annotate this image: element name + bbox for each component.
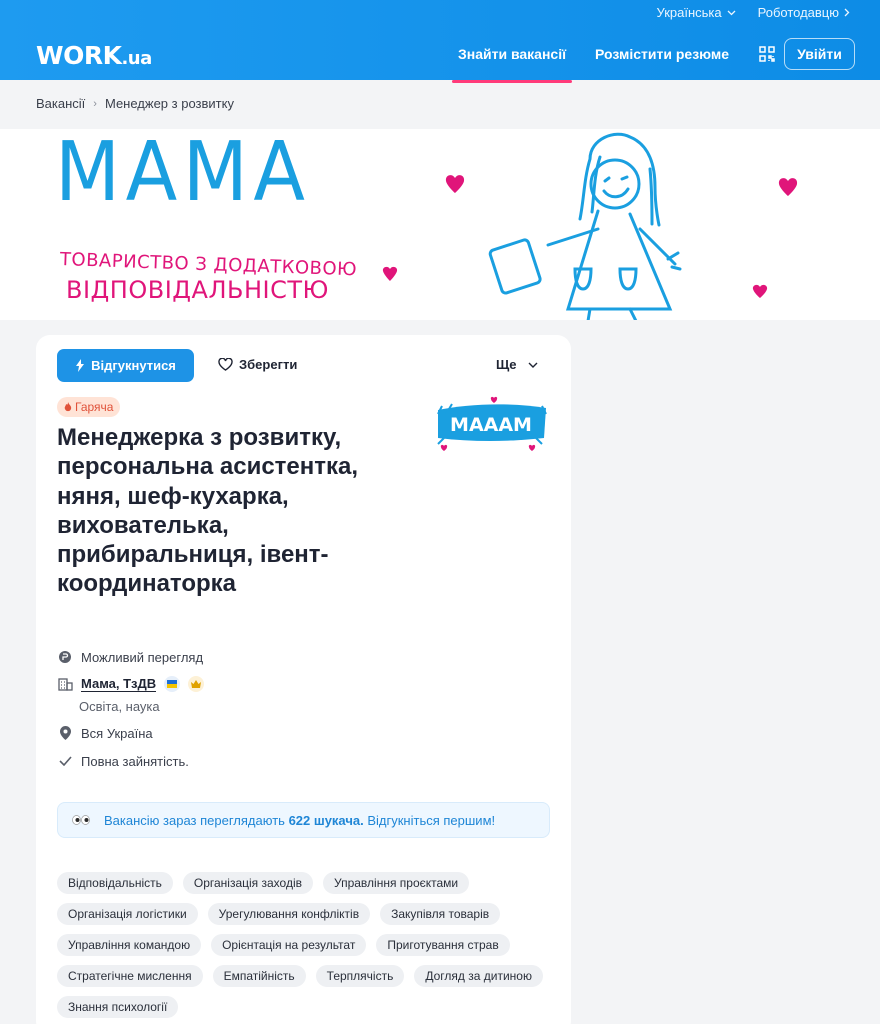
company-banner [0,129,880,320]
breadcrumb-root[interactable]: Вакансії [36,96,86,111]
review-icon [57,649,73,665]
skill-tags [57,872,550,1018]
skill-tag: Урегулювання конфліктів [208,903,370,925]
building-icon [57,676,73,692]
apply-button[interactable] [57,349,194,382]
skill-tag: Приготування страв [376,934,509,956]
company-logo-text: МАААМ [450,414,532,436]
employment-label: Повна зайнятість. [81,753,189,769]
skill-tag: Знання психології [57,996,178,1018]
more-button[interactable] [496,357,538,372]
breadcrumb [36,96,234,111]
review-label: Можливий перегляд [81,649,204,665]
site-header [0,0,880,80]
viewers-notice [57,802,550,838]
crown-icon [188,676,204,692]
heart-icon [383,267,397,281]
viewers-prefix: Вакансію зараз переглядають [104,812,285,828]
lightning-icon [75,359,85,372]
chevron-down-icon [528,362,538,368]
top-bar [657,5,850,20]
viewers-suffix: Відгукніться першим! [367,812,496,828]
logo[interactable] [36,41,152,70]
employment-info [57,753,189,769]
viewers-count: 622 шукача. [288,812,364,828]
banner-subtitle-1: ТОВАРИСТВО З ДОДАТКОВОЮ [59,249,358,281]
language-selector[interactable] [657,5,736,20]
employers-label: Роботодавцю [757,5,839,20]
skill-tag: Управління проєктами [323,872,469,894]
skill-tag: Догляд за дитиною [414,965,543,987]
nav-post-resume[interactable]: Розмістити резюме [595,46,730,62]
skill-tag: Терплячість [316,965,405,987]
job-title: Менеджерка з розвитку, персональна асистентка, няня, шеф-кухарка, вихователька, прибиральниця, івент-координаторка [57,424,359,598]
company-info [57,676,204,692]
chevron-right-icon [844,8,850,17]
login-button[interactable]: Увійти [784,38,855,70]
skill-tag: Організація логістики [57,903,198,925]
hot-badge [57,397,120,417]
breadcrumb-separator-icon: › [93,97,97,110]
viewers-text [104,813,495,828]
main-nav [448,38,855,70]
breadcrumb-current: Менеджер з розвитку [104,96,234,111]
logo-suffix: .ua [121,48,152,69]
company-logo[interactable] [432,392,550,456]
review-info [57,649,203,665]
girl-drawing-icon [489,134,680,320]
skill-tag: Закупівля товарів [380,903,500,925]
location-label: Вся Україна [81,725,153,741]
more-label: Ще [496,357,517,372]
fire-icon [64,402,72,412]
skill-tag: Відповідальність [57,872,173,894]
checkmark-icon [57,753,73,769]
heart-icon [446,175,464,193]
heart-outline-icon [218,358,233,371]
skill-tag: Організація заходів [183,872,313,894]
qr-code-icon[interactable] [759,46,775,62]
skill-tag: Емпатійність [213,965,306,987]
chevron-down-icon [727,10,736,16]
banner-subtitle-2: ВІДПОВІДАЛЬНІСТЮ [66,276,329,304]
hot-badge-label: Гаряча [75,400,114,414]
nav-find-jobs[interactable]: Знайти вакансії [458,46,567,62]
job-card [36,335,571,1024]
save-button[interactable] [218,357,297,372]
company-link[interactable]: Мама, ТзДВ [81,676,157,691]
skill-tag: Управління командою [57,934,201,956]
company-industry: Освіта, наука [79,699,160,714]
language-label: Українська [656,5,722,20]
heart-icon [753,285,767,298]
eyes-icon [72,813,90,828]
location-pin-icon [57,725,73,741]
banner-title: МАМА [55,129,311,220]
employers-link[interactable] [758,5,850,20]
skill-tag: Орієнтація на результат [211,934,366,956]
logo-main: WORK [36,41,122,70]
ukraine-flag-icon [164,676,180,692]
apply-label: Відгукнутися [91,358,176,373]
skill-tag: Стратегічне мислення [57,965,203,987]
heart-icon [779,178,797,196]
save-label: Зберегти [239,357,298,372]
location-info [57,725,153,741]
